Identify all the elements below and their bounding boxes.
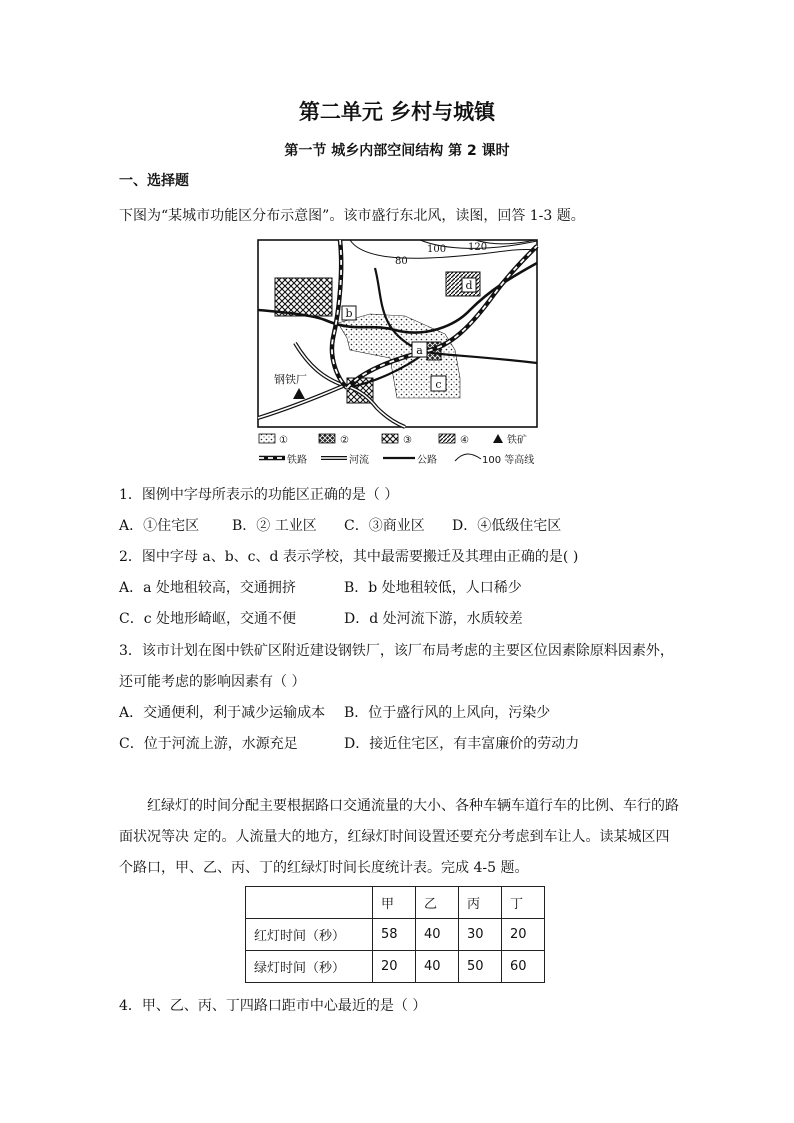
q3-option-d: D．接近住宅区，有丰富廉价的劳动力 (344, 736, 580, 752)
section-heading: 一、选择题 (119, 173, 189, 189)
passage-line-1: 红绿灯的时间分配主要根据路口交通流量的大小、各种车辆车道行车的比例、车行的路 (147, 798, 679, 814)
q3-option-b: B．位于盛行风的上风向，污染少 (344, 705, 551, 721)
question-2-stem: 2．图中字母 a、b、c、d 表示学校，其中最需要搬迁及其理由正确的是( ) (119, 549, 579, 565)
steel-plant-label: 钢铁厂 (274, 373, 307, 386)
page-title: 第二单元 乡村与城镇 (298, 100, 496, 124)
table-row (246, 951, 545, 983)
table-row (246, 919, 545, 951)
table-header-cell (246, 887, 373, 919)
table-cell: 58 (373, 919, 416, 951)
table-cell: 20 (373, 951, 416, 983)
map-letter-a: a (416, 344, 423, 357)
contour-label-80: 80 (395, 256, 408, 267)
q2-option-c: C．c 处地形崎岖，交通不便 (119, 611, 297, 627)
table-cell: 60 (502, 951, 545, 983)
legend-4: ④ (460, 435, 469, 446)
table-cell: 40 (416, 951, 459, 983)
legend-3: ③ (403, 435, 412, 446)
q1-option-c: C．③商业区 (344, 518, 425, 534)
table-header-cell: 甲 (373, 887, 416, 919)
legend-river: 河流 (349, 455, 369, 466)
legend-1: ① (279, 435, 288, 446)
question-3-stem-line2: 还可能考虑的影响因素有（ ） (119, 674, 306, 690)
legend-iron-mine: 铁矿 (507, 435, 527, 446)
q1-option-a: A．①住宅区 (119, 518, 200, 534)
table-cell: 红灯时间（秒） (246, 919, 373, 951)
page-subtitle: 第一节 城乡内部空间结构 第 2 课时 (284, 143, 510, 159)
intro-text: 下图为“某城市功能区分布示意图”。该市盛行东北风，读图，回答 1-3 题。 (119, 208, 585, 224)
q3-option-a: A．交通便利，利于减少运输成本 (119, 705, 326, 721)
contour-label-100: 100 (427, 244, 447, 255)
legend-contour: 100 等高线 (482, 455, 535, 466)
q2-option-d: D．d 处河流下游，水质较差 (344, 611, 523, 627)
zone-3-area (275, 278, 332, 316)
table-cell: 40 (416, 919, 459, 951)
table-cell: 绿灯时间（秒） (246, 951, 373, 983)
passage-line-2: 面状况等决 定的。人流量大的地方，红绿灯时间设置还要充分考虑到车让人。读某城区四 (119, 829, 670, 845)
question-3-stem-line1: 3．该市计划在图中铁矿区附近建设钢铁厂，该厂布局考虑的主要区位因素除原料因素外， (119, 643, 674, 659)
q1-option-d: D．④低级住宅区 (452, 518, 562, 534)
legend-railway: 铁路 (287, 455, 307, 466)
map-letter-d: d (465, 279, 473, 292)
question-1-stem: 1．图例中字母所表示的功能区正确的是（ ） (119, 487, 399, 503)
legend-iron-mine-icon (493, 434, 503, 443)
table-cell: 20 (502, 919, 545, 951)
legend-highway: 公路 (417, 455, 437, 466)
q2-option-b: B．b 处地租较低，人口稀少 (344, 580, 522, 596)
table-header-cell: 乙 (416, 887, 459, 919)
table-cell: 30 (459, 919, 502, 951)
q1-option-b: B．② 工业区 (232, 518, 317, 534)
contour-label-120: 120 (468, 242, 488, 253)
question-4-stem: 4．甲、乙、丙、丁四路口距市中心最近的是（ ） (119, 998, 427, 1014)
passage-line-3: 个路口，甲、乙、丙、丁的红绿灯时间长度统计表。完成 4-5 题。 (119, 860, 529, 876)
table-header-cell: 丙 (459, 887, 502, 919)
traffic-light-table (245, 886, 545, 983)
q3-option-c: C．位于河流上游，水源充足 (119, 736, 298, 752)
table-header-row (246, 887, 545, 919)
map-letter-c: c (435, 378, 442, 391)
city-function-map (255, 238, 540, 470)
q2-option-a: A．a 处地租较高，交通拥挤 (119, 580, 296, 596)
map-letter-b: b (345, 307, 353, 320)
table-header-cell: 丁 (502, 887, 545, 919)
table-cell: 50 (459, 951, 502, 983)
legend-2: ② (340, 435, 349, 446)
